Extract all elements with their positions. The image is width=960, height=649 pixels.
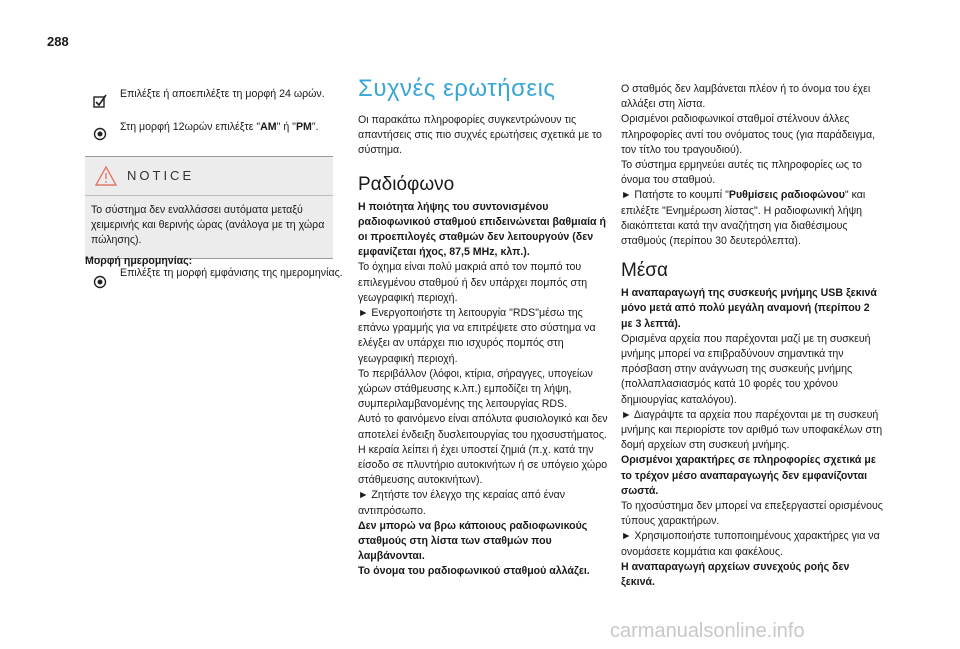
notice-title: NOTICE [127, 168, 195, 183]
radio-heading: Ραδιόφωνο [358, 173, 455, 195]
radio-selected-icon [93, 127, 107, 141]
warning-icon [95, 166, 117, 186]
question-usb-slow: Η αναπαραγωγή της συσκευής μνήμης USB ξεκινά μόνο μετά από πολύ μεγάλη αναμονή (περίπου 2 με 3 λεπτά). [621, 287, 877, 330]
date-format-heading: Μορφή ημερομηνίας: [85, 255, 193, 267]
answer-name-2: Ορισμένοι ραδιοφωνικοί σταθμοί στέλνουν άλλες πληροφορίες αντί του ονόματος τους (για παράδειγμα, τον τίτλο του τραγουδιού). [621, 113, 876, 156]
notice-text: Το σύστημα δεν εναλλάσσει αυτόματα μεταξύ χειμερινής και θερινής ώρας (ανάλογα με τη χώρα πώλησης). [91, 204, 325, 247]
answer-reception-1: Το όχημα είναι πολύ μακριά από τον πομπό του επιλεγμένου σταθμού ή δεν υπάρχει πομπός στη γεωγραφική περιοχή. [358, 261, 588, 304]
answer-reception-2: ► Ενεργοποιήστε τη λειτουργία "RDS"μέσω της επάνω γραμμής για να επιτρέψετε στο σύστημα να ελέγξει αν υπάρχει πιο ισχυρός πομπός στη γεωγραφική περιοχή. [358, 307, 596, 365]
question-reception: Η ποιότητα λήψης του συντονισμένου ραδιοφωνικού σταθμού επιδεινώνεται βαθμιαία ή οι προεπιλογές σταθμών δεν λειτουργούν (δεν εμφανίζεται ήχος, 87,5 MHz, κλπ.). [358, 200, 606, 259]
answer-characters-1: Το ηχοσύστημα δεν μπορεί να επεξεργαστεί ορισμένους τύπους χαρακτήρων. [621, 500, 883, 528]
time-format-12h-text: Στη μορφή 12ωρών επιλέξτε "AM" ή "PM". [120, 121, 319, 133]
watermark: carmanualsonline.info [610, 620, 805, 642]
time-format-24h-text: Επιλέξτε ή αποεπιλέξτε τη μορφή 24 ωρών. [120, 88, 325, 100]
media-heading: Μέσα [621, 260, 669, 282]
answer-name-4: ► Πατήστε το κουμπί "Ρυθμίσεις ραδιοφώνου" και επιλέξτε "Ενημέρωση λίστας". Η ραδιοφωνική λήψη διακόπτεται κατά την αναζήτηση για διαθέσιμους σταθμούς (περίπου 30 δευτερόλεπτα). [621, 189, 866, 248]
answer-reception-5: Η κεραία λείπει ή έχει υποστεί ζημιά (π.χ. κατά την είσοδο σε πλυντήριο αυτοκινήτων ή σε υπόγειο χώρο στάθμευσης αυτοκινήτων). [358, 443, 608, 487]
answer-reception-6: ► Ζητήστε τον έλεγχο της κεραίας από έναν αντιπρόσωπο. [358, 489, 566, 517]
question-characters: Ορισμένοι χαρακτήρες σε πληροφορίες σχετικά με το τρέχον μέσο αναπαραγωγής δεν εμφανίζονται σωστά. [621, 454, 876, 497]
radio-selected-icon [93, 275, 107, 289]
faq-title: Συχνές ερωτήσεις [358, 75, 556, 102]
answer-name-3: Το σύστημα ερμηνεύει αυτές τις πληροφορίες ως το όνομα του σταθμού. [621, 159, 862, 187]
notice-box [85, 156, 333, 259]
answer-usb-1: Ορισμένα αρχεία που παρέχονται μαζί με τη συσκευή μνήμης μπορεί να επιβραδύνουν σημαντικά την πρόσβαση στην ανάγνωση της συσκευής μνήμης (πολλαπλασιασμός κατά 10 φορές του χρόνου δημιουργίας καταλόγου). [621, 332, 871, 406]
faq-right-column [621, 82, 883, 590]
page-number: 288 [47, 34, 69, 49]
checkbox-icon [93, 94, 107, 108]
answer-name-1: Ο σταθμός δεν λαμβάνεται πλέον ή το όνομα του έχει αλλάξει στη λίστα. [621, 83, 871, 111]
date-format-text: Επιλέξτε τη μορφή εμφάνισης της ημερομηνίας. [120, 267, 343, 279]
answer-reception-3: Το περιβάλλον (λόφοι, κτίρια, σήραγγες, υπογείων χώρων στάθμευσης κ.λπ.) εμποδίζει τη λήψη, συμπεριλαμβανομένης της λειτουργίας RDS. [358, 367, 593, 411]
answer-usb-2: ► Διαγράψτε τα αρχεία που παρέχονται με τη συσκευή μνήμης και περιορίστε τον αριθμό των υποφακέλων στη δομή αρχείων στη συσκευή μνήμης. [621, 408, 883, 452]
faq-intro: Οι παρακάτω πληροφορίες συγκεντρώνουν τις απαντήσεις στις πιο συχνές ερωτήσεις σχετικά με το σύστημα. [358, 114, 602, 157]
faq-middle-column [358, 113, 610, 580]
question-streaming: Η αναπαραγωγή αρχείων συνεχούς ροής δεν ξεκινά. [621, 560, 850, 589]
answer-reception-4: Αυτό το φαινόμενο είναι απόλυτα φυσιολογικό και δεν αποτελεί ένδειξη δυσλειτουργίας του ηχοσυστήματος. [358, 413, 608, 441]
answer-characters-2: ► Χρησιμοποιήστε τυποποιημένους χαρακτήρες για να ονομάσετε κομμάτια και φακέλους. [621, 530, 880, 558]
question-stations-missing: Δεν μπορώ να βρω κάποιους ραδιοφωνικούς σταθμούς στη λίστα των σταθμών που λαμβάνονται. [358, 519, 588, 563]
question-station-name-changes: Το όνομα του ραδιοφωνικού σταθμού αλλάζει. [358, 565, 590, 578]
